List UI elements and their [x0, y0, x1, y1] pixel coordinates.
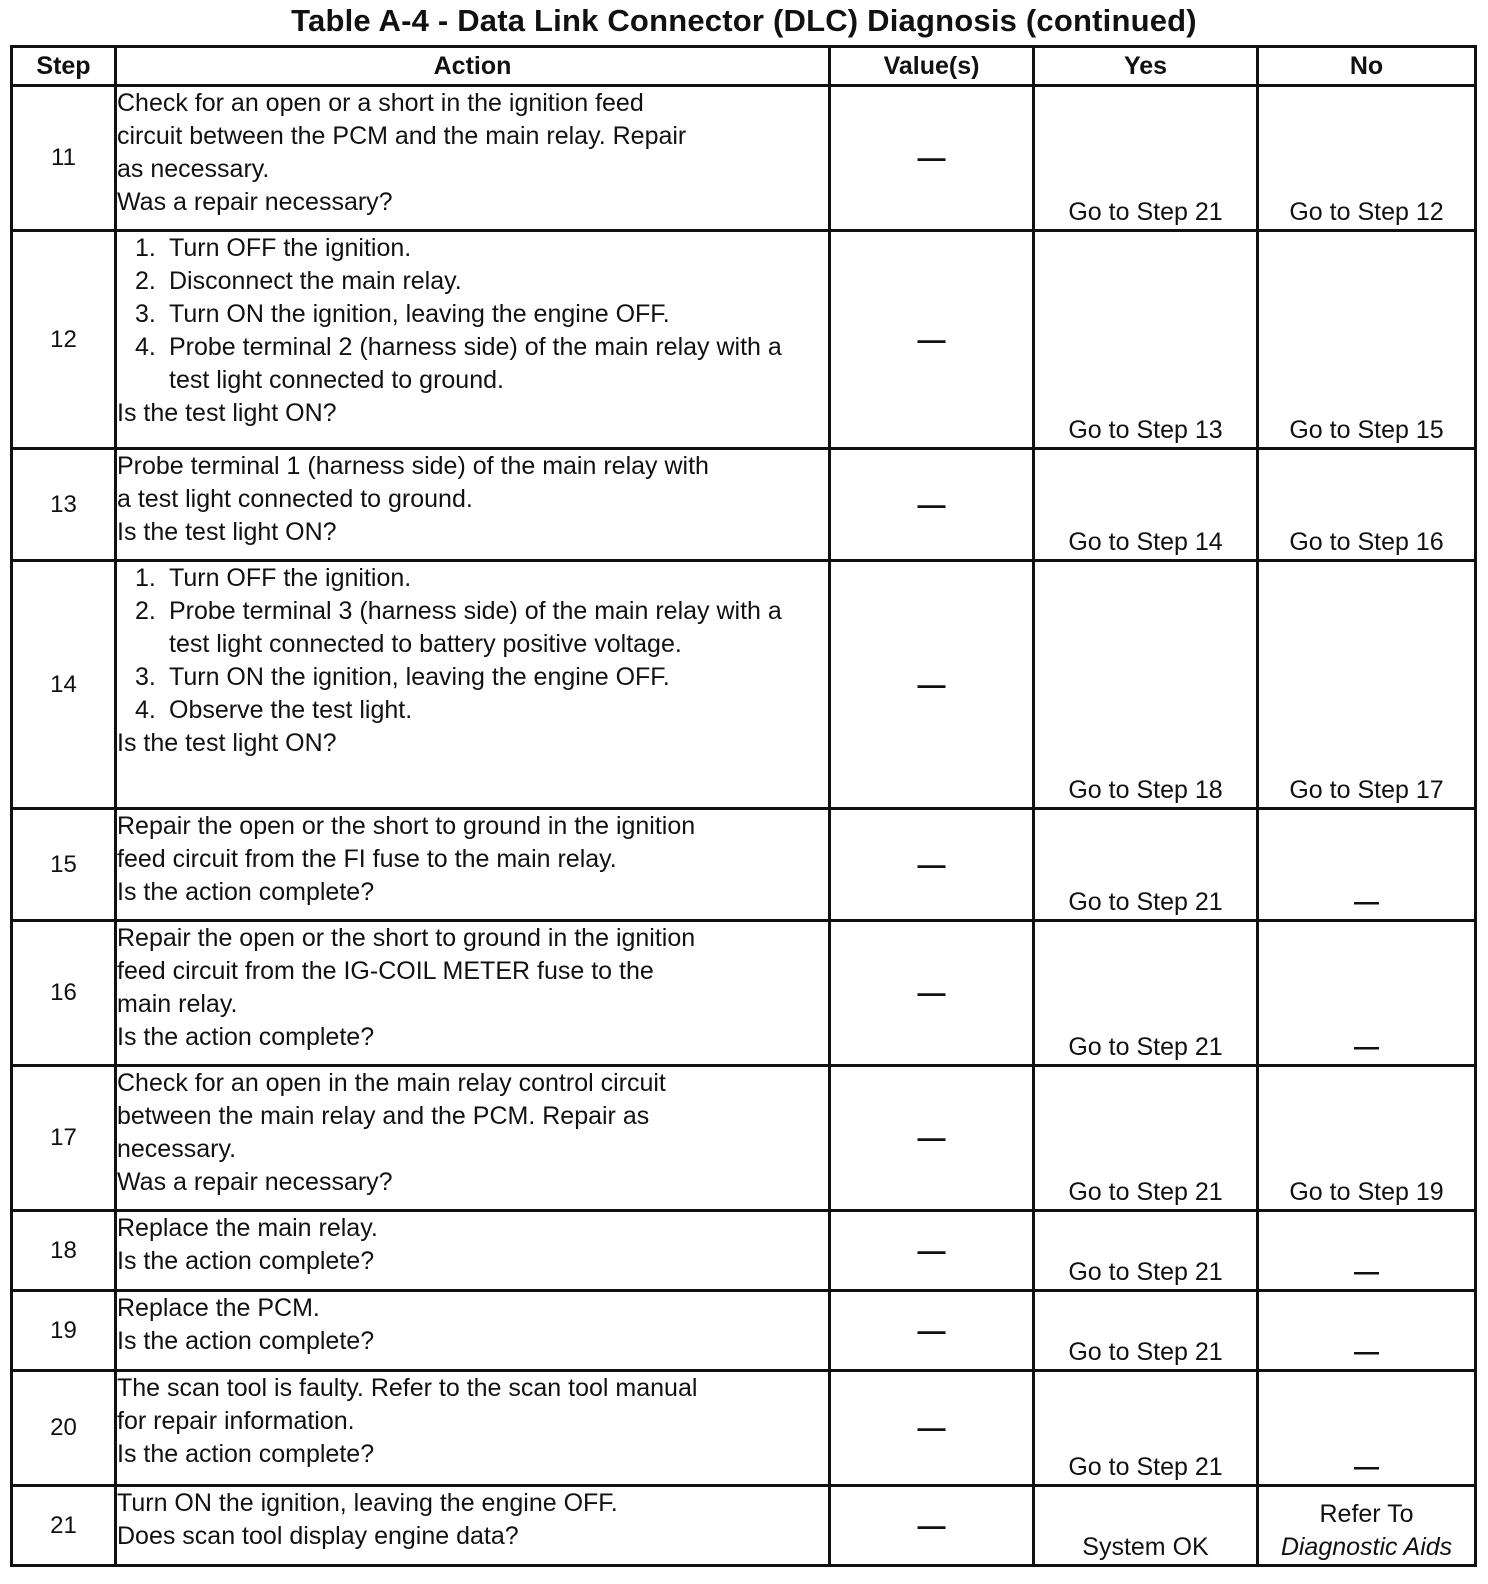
step-number: 13 [12, 449, 116, 561]
action-question: Is the test light ON? [117, 518, 337, 546]
action-question: Was a repair necessary? [117, 188, 393, 216]
step-number: 18 [12, 1211, 116, 1291]
no-cell: Go to Step 16 [1258, 449, 1476, 561]
step-number: 20 [12, 1371, 116, 1486]
step-text: Turn ON the ignition, leaving the engine OFF. [169, 663, 670, 691]
action-cell [116, 86, 830, 231]
step-index: 4. [135, 333, 156, 361]
no-cell: Go to Step 19 [1258, 1066, 1476, 1211]
table-row [12, 1486, 1476, 1566]
action-cell [116, 1066, 830, 1211]
no-cell: Go to Step 12 [1258, 86, 1476, 231]
step-number: 16 [12, 921, 116, 1066]
action-question: Is the action complete? [117, 1440, 375, 1468]
action-steps [117, 562, 828, 727]
diagnostic-aids-reference: Diagnostic Aids [1280, 1533, 1453, 1561]
step-index: 3. [135, 300, 156, 328]
action-step [135, 595, 828, 661]
action-step [135, 562, 828, 595]
action-cell [116, 1486, 830, 1566]
header-row [12, 47, 1476, 86]
table-title: Table A-4 - Data Link Connector (DLC) Diagnosis (continued) [291, 3, 1197, 38]
yes-cell: Go to Step 21 [1034, 1066, 1258, 1211]
yes-cell: Go to Step 21 [1034, 1291, 1258, 1371]
action-cell [116, 1371, 830, 1486]
action-line: Check for an open in the main relay control circuit [117, 1069, 666, 1097]
step-text: Probe terminal 2 (harness side) of the main relay with a test light connected to ground. [169, 333, 782, 394]
action-line: feed circuit from the FI fuse to the main relay. [117, 845, 617, 873]
step-number: 19 [12, 1291, 116, 1371]
action-cell [116, 449, 830, 561]
value-cell: — [830, 1371, 1034, 1486]
table-row [12, 921, 1476, 1066]
action-cell [116, 809, 830, 921]
action-step [135, 694, 828, 727]
action-line: circuit between the PCM and the main relay. Repair [117, 122, 687, 150]
action-line: necessary. [117, 1135, 237, 1163]
step-text: Disconnect the main relay. [169, 267, 462, 295]
value-cell: — [830, 809, 1034, 921]
action-question: Is the action complete? [117, 1247, 375, 1275]
value-cell: — [830, 1486, 1034, 1566]
header-yes: Yes [1034, 47, 1258, 86]
value-cell: — [830, 449, 1034, 561]
action-question: Is the action complete? [117, 1023, 375, 1051]
action-cell [116, 921, 830, 1066]
action-line: Repair the open or the short to ground in the ignition [117, 924, 696, 952]
action-line: Replace the PCM. [117, 1294, 320, 1322]
step-index: 1. [135, 234, 156, 262]
step-index: 4. [135, 696, 156, 724]
yes-cell: Go to Step 21 [1034, 86, 1258, 231]
step-number: 14 [12, 561, 116, 809]
no-cell: — [1258, 921, 1476, 1066]
action-line: a test light connected to ground. [117, 485, 473, 513]
action-line: Check for an open or a short in the ignition feed [117, 89, 644, 117]
no-cell: — [1258, 1371, 1476, 1486]
header-action: Action [116, 47, 830, 86]
action-line: as necessary. [117, 155, 270, 183]
table-row [12, 1291, 1476, 1371]
value-cell: — [830, 1066, 1034, 1211]
yes-cell: Go to Step 13 [1034, 231, 1258, 449]
step-text: Turn ON the ignition, leaving the engine OFF. [169, 300, 670, 328]
action-question: Does scan tool display engine data? [117, 1522, 519, 1550]
value-cell: — [830, 921, 1034, 1066]
action-line: Probe terminal 1 (harness side) of the main relay with [117, 452, 709, 480]
table-row [12, 1066, 1476, 1211]
yes-cell: Go to Step 21 [1034, 921, 1258, 1066]
table-row [12, 561, 1476, 809]
step-text: Observe the test light. [169, 696, 413, 724]
value-cell: — [830, 1211, 1034, 1291]
step-text: Probe terminal 3 (harness side) of the main relay with a test light connected to battery positive voltage. [169, 597, 782, 658]
action-step [135, 232, 828, 265]
step-number: 11 [12, 86, 116, 231]
step-number: 12 [12, 231, 116, 449]
no-cell: — [1258, 1211, 1476, 1291]
no-cell [1258, 1486, 1476, 1566]
diagnosis-table [10, 45, 1477, 1567]
action-step [135, 661, 828, 694]
yes-cell: System OK [1034, 1486, 1258, 1566]
value-cell: — [830, 561, 1034, 809]
yes-cell: Go to Step 18 [1034, 561, 1258, 809]
table-row [12, 809, 1476, 921]
header-no: No [1258, 47, 1476, 86]
action-question: Is the test light ON? [117, 399, 337, 427]
action-step [135, 265, 828, 298]
action-question: Is the test light ON? [117, 729, 337, 757]
action-line: The scan tool is faulty. Refer to the scan tool manual [117, 1374, 698, 1402]
action-question: Was a repair necessary? [117, 1168, 393, 1196]
action-line: Repair the open or the short to ground in the ignition [117, 812, 696, 840]
step-index: 1. [135, 564, 156, 592]
yes-cell: Go to Step 21 [1034, 1211, 1258, 1291]
action-line: Replace the main relay. [117, 1214, 378, 1242]
value-cell: — [830, 1291, 1034, 1371]
action-line: feed circuit from the IG-COIL METER fuse to the [117, 957, 654, 985]
action-step [135, 298, 828, 331]
no-cell: Go to Step 17 [1258, 561, 1476, 809]
action-line: main relay. [117, 990, 238, 1018]
refer-to-label: Refer To [1319, 1500, 1414, 1528]
table-row [12, 86, 1476, 231]
step-text: Turn OFF the ignition. [169, 234, 412, 262]
step-index: 2. [135, 597, 156, 625]
step-text: Turn OFF the ignition. [169, 564, 412, 592]
no-cell: — [1258, 1291, 1476, 1371]
yes-cell: Go to Step 14 [1034, 449, 1258, 561]
yes-cell: Go to Step 21 [1034, 1371, 1258, 1486]
action-line: between the main relay and the PCM. Repair as [117, 1102, 650, 1130]
step-number: 15 [12, 809, 116, 921]
action-line: Turn ON the ignition, leaving the engine OFF. [117, 1489, 618, 1517]
step-index: 2. [135, 267, 156, 295]
action-question: Is the action complete? [117, 1327, 375, 1355]
action-line: for repair information. [117, 1407, 355, 1435]
table-row [12, 231, 1476, 449]
table-row [12, 1371, 1476, 1486]
header-step: Step [12, 47, 116, 86]
step-index: 3. [135, 663, 156, 691]
yes-cell: Go to Step 21 [1034, 809, 1258, 921]
table-row [12, 1211, 1476, 1291]
value-cell: — [830, 231, 1034, 449]
action-steps [117, 232, 828, 397]
no-cell: Go to Step 15 [1258, 231, 1476, 449]
action-cell [116, 1211, 830, 1291]
action-cell [116, 231, 830, 449]
value-cell: — [830, 86, 1034, 231]
step-number: 17 [12, 1066, 116, 1211]
action-question: Is the action complete? [117, 878, 375, 906]
step-number: 21 [12, 1486, 116, 1566]
action-step [135, 331, 828, 397]
table-row [12, 449, 1476, 561]
action-cell [116, 1291, 830, 1371]
action-cell [116, 561, 830, 809]
no-cell: — [1258, 809, 1476, 921]
header-value: Value(s) [830, 47, 1034, 86]
